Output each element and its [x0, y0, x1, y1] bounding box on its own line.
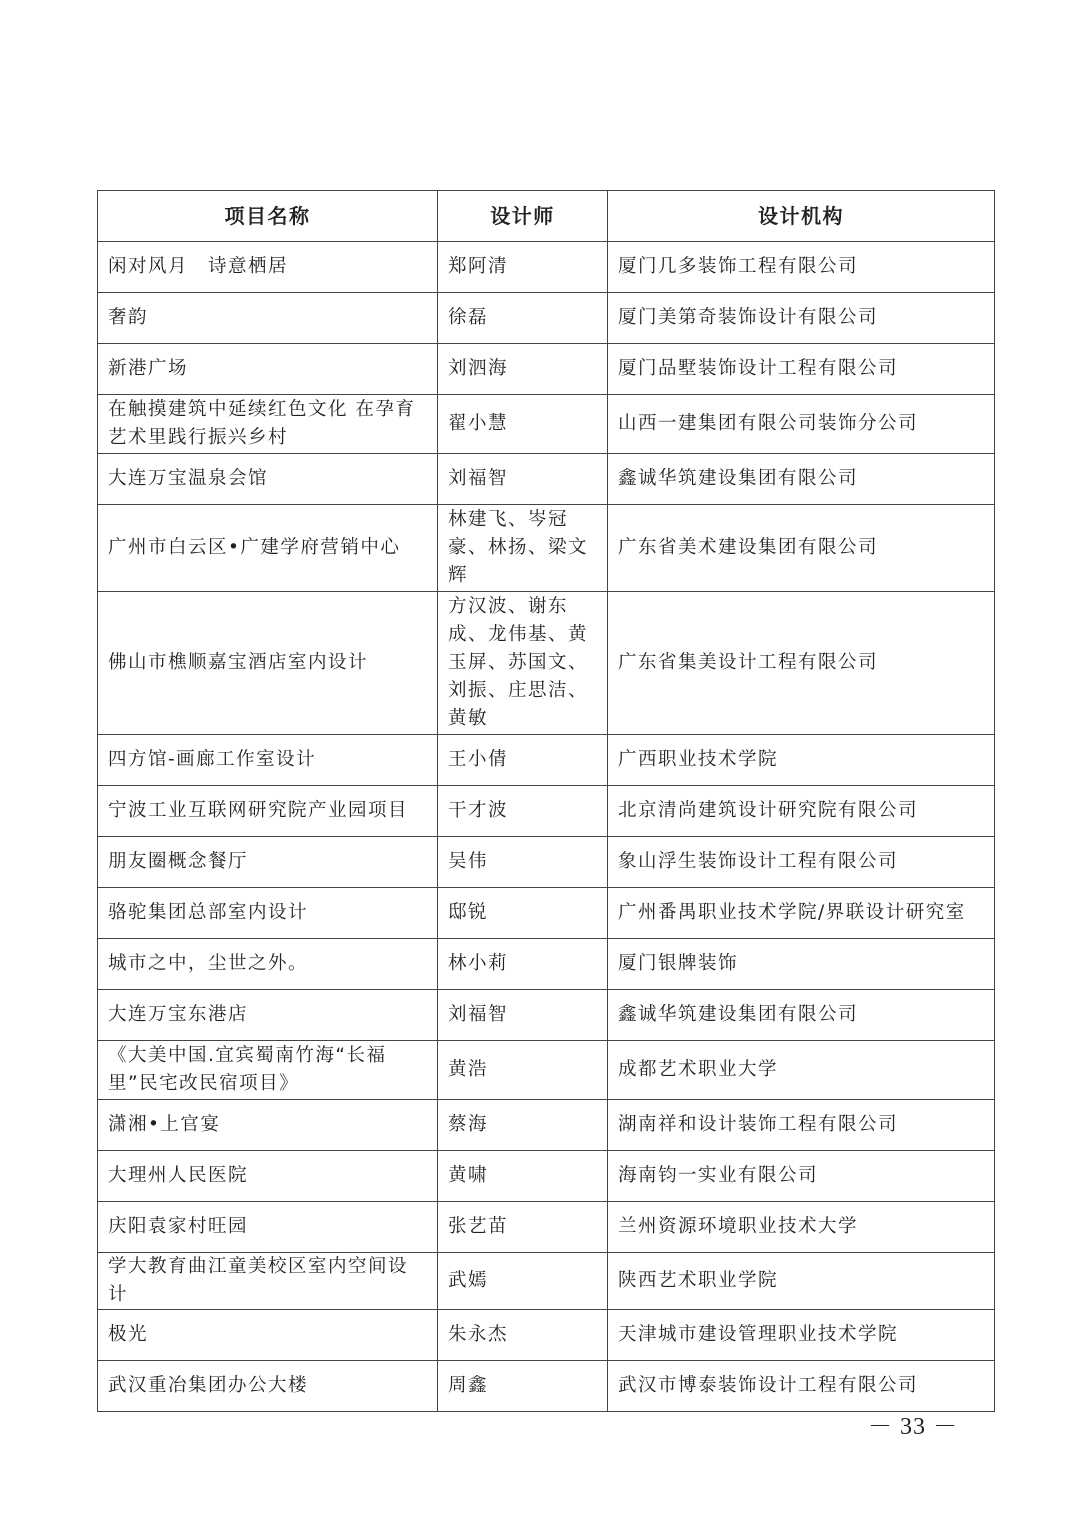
cell-organization: 成都艺术职业大学: [608, 1041, 995, 1100]
cell-project-name: 潇湘•上官宴: [98, 1100, 438, 1151]
cell-project-name: 武汉重冶集团办公大楼: [98, 1361, 438, 1412]
cell-organization: 湖南祥和设计装饰工程有限公司: [608, 1100, 995, 1151]
cell-organization: 武汉市博泰装饰设计工程有限公司: [608, 1361, 995, 1412]
cell-designer: 王小倩: [438, 735, 608, 786]
cell-organization: 广西职业技术学院: [608, 735, 995, 786]
cell-designer: 周鑫: [438, 1361, 608, 1412]
cell-project-name: 在触摸建筑中延续红色文化 在孕育艺术里践行振兴乡村: [98, 395, 438, 454]
cell-organization: 陕西艺术职业学院: [608, 1253, 995, 1310]
cell-organization: 广东省集美设计工程有限公司: [608, 592, 995, 735]
header-designer: 设计师: [438, 191, 608, 242]
header-project-name: 项目名称: [98, 191, 438, 242]
cell-project-name: 学大教育曲江童美校区室内空间设计: [98, 1253, 438, 1310]
cell-project-name: 佛山市樵顺嘉宝酒店室内设计: [98, 592, 438, 735]
table-row: [98, 1151, 995, 1202]
cell-organization: 鑫诚华筑建设集团有限公司: [608, 990, 995, 1041]
cell-project-name: 广州市白云区•广建学府营销中心: [98, 505, 438, 592]
cell-project-name: 城市之中，尘世之外。: [98, 939, 438, 990]
cell-organization: 兰州资源环境职业技术大学: [608, 1202, 995, 1253]
cell-organization: 天津城市建设管理职业技术学院: [608, 1310, 995, 1361]
cell-designer: 吴伟: [438, 837, 608, 888]
table-body: [98, 242, 995, 1412]
table-row: [98, 1361, 995, 1412]
cell-project-name: 四方馆-画廊工作室设计: [98, 735, 438, 786]
cell-project-name: 大连万宝温泉会馆: [98, 454, 438, 505]
table-row: [98, 1100, 995, 1151]
table-row: [98, 735, 995, 786]
cell-project-name: 骆驼集团总部室内设计: [98, 888, 438, 939]
cell-project-name: 《大美中国.宜宾蜀南竹海“长福里”民宅改民宿项目》: [98, 1041, 438, 1100]
cell-designer: 林建飞、岑冠豪、林扬、梁文辉: [438, 505, 608, 592]
cell-organization: 广东省美术建设集团有限公司: [608, 505, 995, 592]
page-number: － 33 －: [868, 1414, 958, 1440]
table-row: [98, 786, 995, 837]
cell-designer: 张艺苗: [438, 1202, 608, 1253]
cell-designer: 武嫣: [438, 1253, 608, 1310]
table-row: [98, 395, 995, 454]
cell-designer: 郑阿清: [438, 242, 608, 293]
table-header-row: [98, 191, 995, 242]
cell-designer: 方汉波、谢东成、龙伟基、黄玉屏、苏国文、刘振、庄思洁、黄敏: [438, 592, 608, 735]
cell-project-name: 奢韵: [98, 293, 438, 344]
cell-designer: 黄啸: [438, 1151, 608, 1202]
cell-designer: 林小莉: [438, 939, 608, 990]
table-row: [98, 454, 995, 505]
table-row: [98, 592, 995, 735]
table-row: [98, 1202, 995, 1253]
cell-organization: 厦门品墅装饰设计工程有限公司: [608, 344, 995, 395]
cell-organization: 象山浮生装饰设计工程有限公司: [608, 837, 995, 888]
cell-organization: 广州番禺职业技术学院/界联设计研究室: [608, 888, 995, 939]
cell-designer: 邸锐: [438, 888, 608, 939]
cell-designer: 徐磊: [438, 293, 608, 344]
table-row: [98, 505, 995, 592]
cell-organization: 山西一建集团有限公司装饰分公司: [608, 395, 995, 454]
table-row: [98, 939, 995, 990]
cell-designer: 蔡海: [438, 1100, 608, 1151]
cell-project-name: 大理州人民医院: [98, 1151, 438, 1202]
cell-designer: 刘福智: [438, 990, 608, 1041]
table-row: [98, 293, 995, 344]
table-row: [98, 1041, 995, 1100]
cell-designer: 翟小慧: [438, 395, 608, 454]
cell-project-name: 新港广场: [98, 344, 438, 395]
table-row: [98, 837, 995, 888]
cell-organization: 厦门美第奇装饰设计有限公司: [608, 293, 995, 344]
table-row: [98, 344, 995, 395]
table-row: [98, 242, 995, 293]
cell-organization: 鑫诚华筑建设集团有限公司: [608, 454, 995, 505]
cell-project-name: 极光: [98, 1310, 438, 1361]
cell-designer: 刘泗海: [438, 344, 608, 395]
table-row: [98, 1253, 995, 1310]
cell-project-name: 宁波工业互联网研究院产业园项目: [98, 786, 438, 837]
cell-organization: 厦门几多装饰工程有限公司: [608, 242, 995, 293]
table-row: [98, 990, 995, 1041]
table-row: [98, 1310, 995, 1361]
cell-designer: 干才波: [438, 786, 608, 837]
cell-project-name: 闲对风月 诗意栖居: [98, 242, 438, 293]
cell-project-name: 朋友圈概念餐厅: [98, 837, 438, 888]
cell-organization: 厦门银牌装饰: [608, 939, 995, 990]
cell-designer: 黄浩: [438, 1041, 608, 1100]
cell-project-name: 大连万宝东港店: [98, 990, 438, 1041]
cell-designer: 刘福智: [438, 454, 608, 505]
cell-organization: 北京清尚建筑设计研究院有限公司: [608, 786, 995, 837]
cell-designer: 朱永杰: [438, 1310, 608, 1361]
table-row: [98, 888, 995, 939]
award-table: [97, 190, 995, 1412]
cell-organization: 海南钧一实业有限公司: [608, 1151, 995, 1202]
cell-project-name: 庆阳袁家村旺园: [98, 1202, 438, 1253]
header-organization: 设计机构: [608, 191, 995, 242]
